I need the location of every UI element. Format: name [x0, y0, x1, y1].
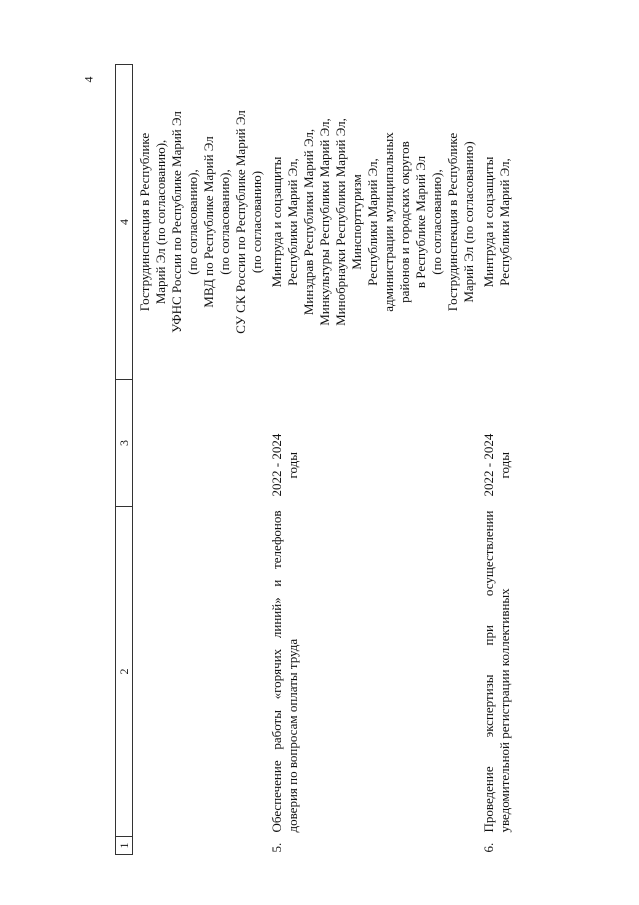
- executor-line: Марий Эл (по согласованию),: [153, 139, 168, 305]
- period-unit: годы: [497, 452, 512, 479]
- measures-table: [115, 64, 513, 855]
- header-col-1: 1: [116, 837, 133, 855]
- header-row: [116, 65, 133, 855]
- period-unit: годы: [285, 452, 300, 479]
- executor-line: (по согласованию): [249, 170, 264, 274]
- rotated-table-container: [115, 65, 625, 855]
- executor-line: Минспорттуризм: [349, 174, 364, 270]
- executor-line: (по согласованию),: [185, 169, 200, 275]
- header-col-2: 2: [116, 507, 133, 837]
- executors-cell: [481, 65, 513, 380]
- period-cell: [481, 380, 513, 507]
- executor-line: в Республике Марий Эл: [413, 155, 428, 289]
- executor-line: Минтруда и соцзащиты: [481, 156, 496, 288]
- executors-cell: [269, 65, 477, 380]
- executor-line: Минобрнауки Республики Марий Эл,: [333, 118, 348, 326]
- executor-line: Минтруда и соцзащиты: [269, 156, 284, 288]
- page-number: 4: [81, 76, 96, 83]
- period-years: 2022 - 2024: [481, 433, 496, 497]
- header-col-3: 3: [116, 380, 133, 507]
- table-row: [269, 65, 477, 855]
- executor-line: МВД по Республике Марий Эл: [201, 136, 216, 308]
- executor-line: Гострудинспекция в Республике: [137, 132, 152, 312]
- row-number: 6.: [481, 842, 496, 853]
- executor-line: (по согласованию),: [429, 169, 444, 275]
- executors-cell: [137, 65, 265, 380]
- executor-line: Минкультуры Республики Марий Эл,: [317, 118, 332, 326]
- executor-line: районов и городских округов: [397, 141, 412, 303]
- table-row-continued: [137, 65, 265, 855]
- row-number: 5.: [269, 842, 284, 853]
- executor-line: Гострудинспекция в Республике: [445, 132, 460, 312]
- executor-line: Республики Марий Эл,: [497, 158, 512, 286]
- header-col-4: 4: [116, 65, 133, 380]
- executor-line: СУ СК России по Республике Марий Эл: [233, 110, 248, 334]
- measure-cell: Проведение экспертизы при осуществлении уведомительной регистрации коллективных: [481, 510, 512, 833]
- executor-line: УФНС России по Республике Марий Эл: [169, 111, 184, 333]
- measure-cell: Обеспечение работы «горячих линий» и телефонов доверия по вопросам оплаты труда: [269, 510, 300, 833]
- executor-line: Республики Марий Эл,: [285, 158, 300, 286]
- executor-line: администрации муниципальных: [381, 132, 396, 312]
- executor-line: Марий Эл (по согласованию): [461, 141, 476, 303]
- executor-line: Республики Марий Эл,: [365, 158, 380, 286]
- executor-line: Минздрав Республики Марий Эл,: [301, 128, 316, 316]
- table-row: [481, 65, 513, 855]
- executor-line: (по согласованию),: [217, 169, 232, 275]
- period-years: 2022 - 2024: [269, 433, 284, 497]
- period-cell: [269, 380, 477, 507]
